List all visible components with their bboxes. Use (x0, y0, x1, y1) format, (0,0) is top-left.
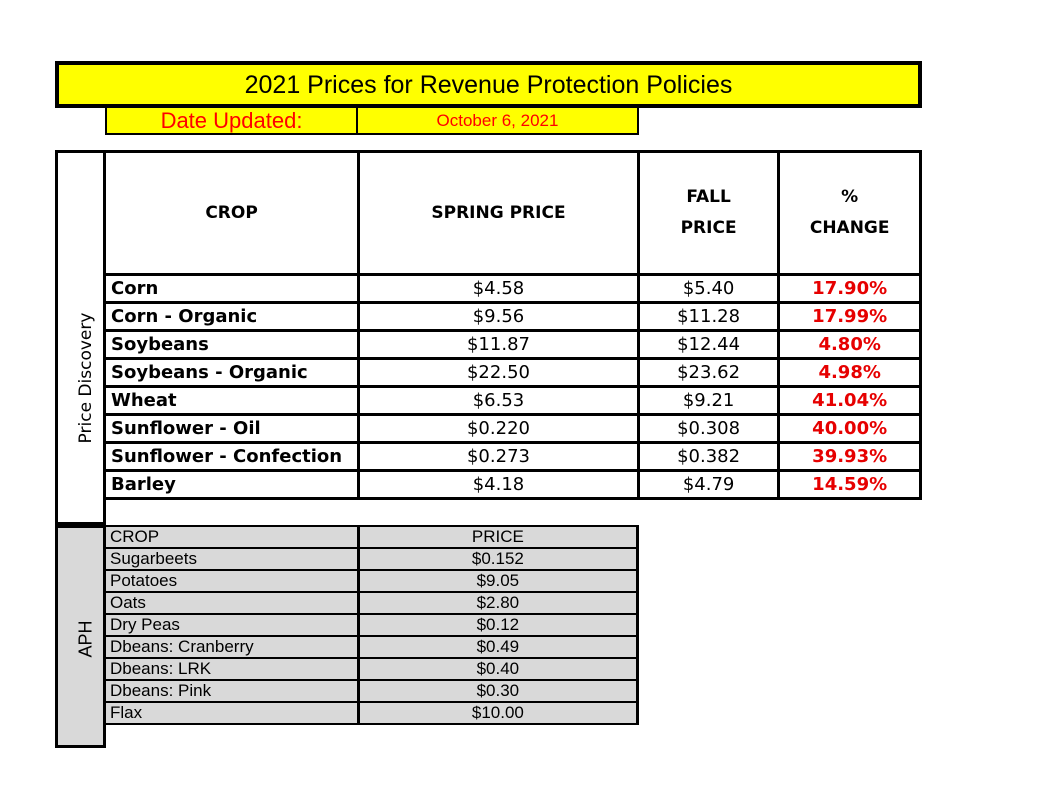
table-row (105, 415, 921, 443)
table-row (105, 275, 921, 303)
table-row (105, 592, 638, 614)
table-row (105, 680, 638, 702)
aph-price: $0.30 (358, 680, 637, 702)
crop-name: Corn - Organic (105, 303, 359, 331)
price-discovery-table (103, 150, 922, 500)
aph-crop-name: Potatoes (105, 570, 359, 592)
crop-name: Soybeans - Organic (105, 359, 359, 387)
percent-change: 4.80% (779, 331, 921, 359)
spring-price: $4.58 (359, 275, 639, 303)
percent-change: 39.93% (779, 443, 921, 471)
date-updated-value: October 6, 2021 (358, 108, 639, 135)
date-updated-label: Date Updated: (105, 108, 358, 135)
percent-change: 40.00% (779, 415, 921, 443)
fall-price: $0.308 (638, 415, 779, 443)
percent-change: 17.99% (779, 303, 921, 331)
header-crop: CROP (105, 152, 359, 275)
table-row (105, 702, 638, 724)
table-row (105, 614, 638, 636)
fall-price: $11.28 (638, 303, 779, 331)
aph-price: $0.152 (358, 548, 637, 570)
percent-change: 14.59% (779, 471, 921, 499)
price-table-header-row (105, 152, 921, 275)
aph-header-row (105, 526, 638, 548)
crop-name: Corn (105, 275, 359, 303)
aph-label: APH (75, 620, 96, 658)
crop-name: Wheat (105, 387, 359, 415)
aph-header-crop: CROP (105, 526, 359, 548)
table-row (105, 331, 921, 359)
aph-crop-name: Dry Peas (105, 614, 359, 636)
table-row (105, 387, 921, 415)
page-title: 2021 Prices for Revenue Protection Policies (55, 61, 922, 108)
table-row (105, 570, 638, 592)
table-row (105, 658, 638, 680)
table-row (105, 443, 921, 471)
aph-price: $10.00 (358, 702, 637, 724)
aph-crop-name: Dbeans: LRK (105, 658, 359, 680)
spring-price: $0.220 (359, 415, 639, 443)
percent-change: 4.98% (779, 359, 921, 387)
price-discovery-label: Price Discovery (76, 312, 96, 444)
spring-price: $6.53 (359, 387, 639, 415)
spring-price: $0.273 (359, 443, 639, 471)
aph-price: $0.12 (358, 614, 637, 636)
crop-name: Soybeans (105, 331, 359, 359)
fall-price: $9.21 (638, 387, 779, 415)
header-fall-price: FALL PRICE (638, 152, 779, 275)
aph-price: $2.80 (358, 592, 637, 614)
fall-price: $0.382 (638, 443, 779, 471)
percent-change: 41.04% (779, 387, 921, 415)
aph-price: $0.49 (358, 636, 637, 658)
table-row (105, 359, 921, 387)
header-spring-price: SPRING PRICE (359, 152, 639, 275)
aph-crop-name: Oats (105, 592, 359, 614)
spring-price: $9.56 (359, 303, 639, 331)
aph-crop-name: Dbeans: Cranberry (105, 636, 359, 658)
table-row (105, 548, 638, 570)
fall-price: $4.79 (638, 471, 779, 499)
aph-price: $0.40 (358, 658, 637, 680)
table-row (105, 303, 921, 331)
crop-name: Sunflower - Oil (105, 415, 359, 443)
aph-crop-name: Dbeans: Pink (105, 680, 359, 702)
aph-crop-name: Flax (105, 702, 359, 724)
header-percent-change: % CHANGE (779, 152, 921, 275)
crop-name: Sunflower - Confection (105, 443, 359, 471)
aph-table (103, 525, 639, 725)
aph-crop-name: Sugarbeets (105, 548, 359, 570)
table-row (105, 636, 638, 658)
fall-price: $23.62 (638, 359, 779, 387)
fall-price: $12.44 (638, 331, 779, 359)
spring-price: $4.18 (359, 471, 639, 499)
crop-name: Barley (105, 471, 359, 499)
aph-price: $9.05 (358, 570, 637, 592)
price-discovery-section-label (55, 150, 106, 525)
spring-price: $11.87 (359, 331, 639, 359)
fall-price: $5.40 (638, 275, 779, 303)
table-row (105, 471, 921, 499)
aph-section-label (55, 525, 106, 748)
percent-change: 17.90% (779, 275, 921, 303)
spring-price: $22.50 (359, 359, 639, 387)
aph-header-price: PRICE (358, 526, 637, 548)
